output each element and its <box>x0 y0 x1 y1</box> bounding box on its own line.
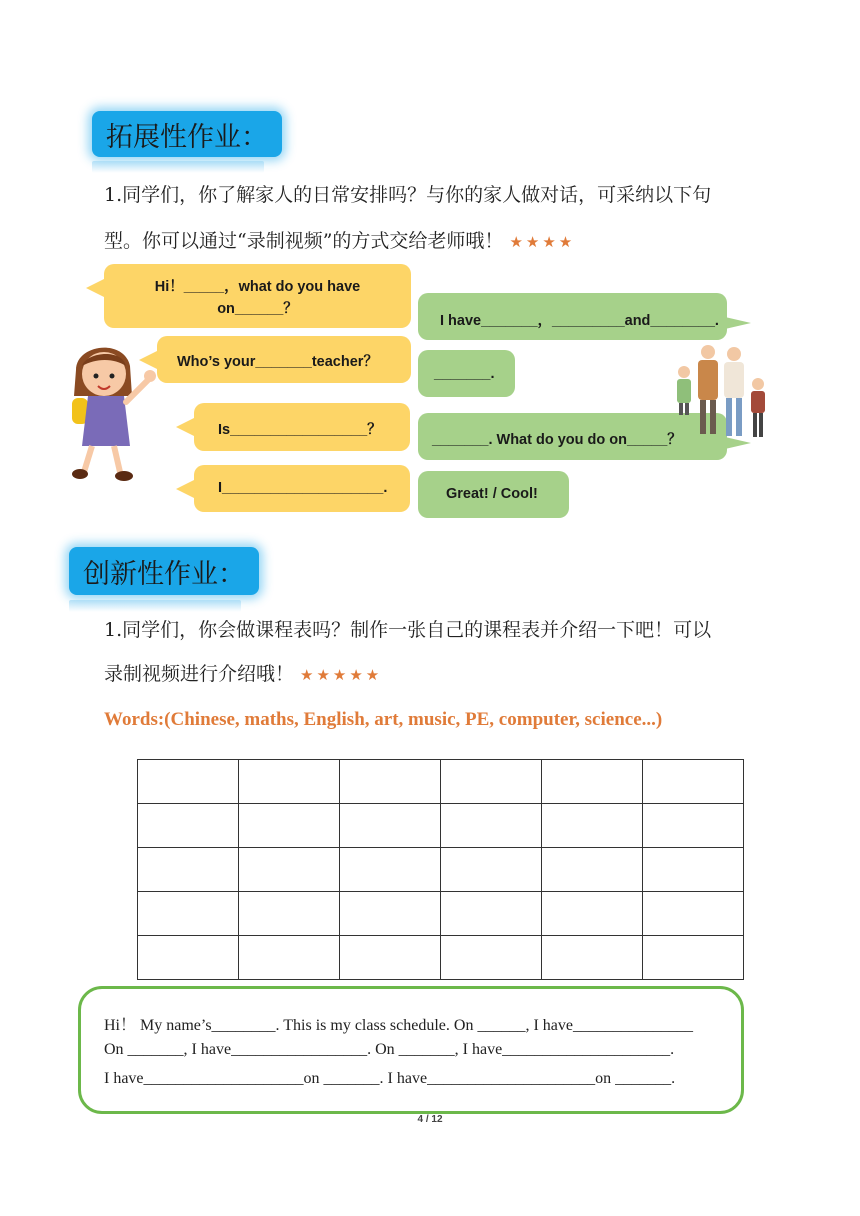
table-cell[interactable] <box>138 804 239 848</box>
task2-line2 <box>104 664 382 685</box>
table-cell[interactable] <box>441 892 542 936</box>
dialogue-bubble-teacher <box>157 336 411 383</box>
task2-line2-text: 录制视频进行介绍哦！ <box>104 663 295 685</box>
table-cell[interactable] <box>643 848 744 892</box>
bubble-greeting-line1: Hi！_____，what do you have <box>154 279 361 295</box>
table-cell[interactable] <box>441 936 542 980</box>
table-cell[interactable] <box>340 936 441 980</box>
heading-reflection-2 <box>69 600 241 612</box>
table-cell[interactable] <box>239 848 340 892</box>
heading-reflection <box>92 161 264 173</box>
table-cell[interactable] <box>138 892 239 936</box>
difficulty-stars-2: ★★★★★ <box>300 666 383 684</box>
table-cell[interactable] <box>138 848 239 892</box>
table-cell[interactable] <box>643 804 744 848</box>
dialogue-bubble-greeting <box>104 264 411 328</box>
word-bank: Words:(Chinese, maths, English, art, music, PE, computer, science...) <box>104 709 663 730</box>
task1-line2 <box>104 231 575 252</box>
section-heading-innovation-text: 创新性作业： <box>83 558 245 590</box>
table-row <box>138 848 744 892</box>
table-cell[interactable] <box>138 760 239 804</box>
table-cell[interactable] <box>340 892 441 936</box>
table-cell[interactable] <box>542 892 643 936</box>
table-cell[interactable] <box>542 760 643 804</box>
dialogue-bubble-i-have <box>418 293 727 340</box>
table-cell[interactable] <box>340 760 441 804</box>
table-cell[interactable] <box>441 760 542 804</box>
table-cell[interactable] <box>340 804 441 848</box>
section-heading-innovation <box>69 547 259 595</box>
table-cell[interactable] <box>441 848 542 892</box>
bubble-what-do-you-do-text: _______. What do you do on_____？ <box>432 432 682 448</box>
bubble-is-text: Is_________________？ <box>218 422 382 438</box>
task1-line1: 1.同学们，你了解家人的日常安排吗？与你的家人做对话，可采纳以下句 <box>104 184 712 206</box>
dialogue-bubble-great <box>418 471 569 518</box>
task1-line2-text: 型。你可以通过“录制视频”的方式交给老师哦！ <box>104 230 504 252</box>
table-cell[interactable] <box>542 936 643 980</box>
table-row <box>138 760 744 804</box>
task2-line1: 1.同学们，你会做课程表吗？制作一张自己的课程表并介绍一下吧！可以 <box>104 619 712 641</box>
difficulty-stars: ★★★★ <box>509 233 576 251</box>
table-cell[interactable] <box>239 804 340 848</box>
table-cell[interactable] <box>643 760 744 804</box>
bubble-blank-text: _______. <box>434 366 495 382</box>
table-cell[interactable] <box>542 804 643 848</box>
girl-illustration <box>66 336 162 484</box>
bubble-great-text: Great! / Cool! <box>446 486 538 502</box>
class-schedule-table <box>137 759 744 980</box>
section-heading-extension-text: 拓展性作业： <box>106 121 268 153</box>
table-cell[interactable] <box>643 892 744 936</box>
bubble-i-text: I____________________. <box>218 480 388 496</box>
page-number: 4 / 12 <box>417 1114 443 1125</box>
dialogue-bubble-blank <box>418 350 515 397</box>
dialogue-bubble-i <box>194 465 410 512</box>
family-illustration <box>664 342 776 442</box>
table-row <box>138 804 744 848</box>
table-cell[interactable] <box>239 936 340 980</box>
table-cell[interactable] <box>239 760 340 804</box>
table-cell[interactable] <box>643 936 744 980</box>
table-cell[interactable] <box>239 892 340 936</box>
table-row <box>138 936 744 980</box>
section-heading-extension <box>92 111 282 157</box>
table-cell[interactable] <box>340 848 441 892</box>
bubble-teacher-text: Who’s your_______teacher？ <box>177 354 378 370</box>
table-cell[interactable] <box>441 804 542 848</box>
table-cell[interactable] <box>542 848 643 892</box>
intro-line-2: On _______, I have_________________. On _______, I have_____________________. <box>104 1041 675 1058</box>
intro-line-3: I have____________________on _______. I have_____________________on _______. <box>104 1070 676 1087</box>
table-cell[interactable] <box>138 936 239 980</box>
intro-line-1: Hi！ My name’s________. This is my class schedule. On ______, I have_______________ <box>104 1017 693 1034</box>
bubble-greeting-line2: on______？ <box>217 301 298 317</box>
bubble-i-have-text: I have_______，_________and________. <box>440 313 719 329</box>
table-row <box>138 892 744 936</box>
dialogue-bubble-is <box>194 403 410 451</box>
